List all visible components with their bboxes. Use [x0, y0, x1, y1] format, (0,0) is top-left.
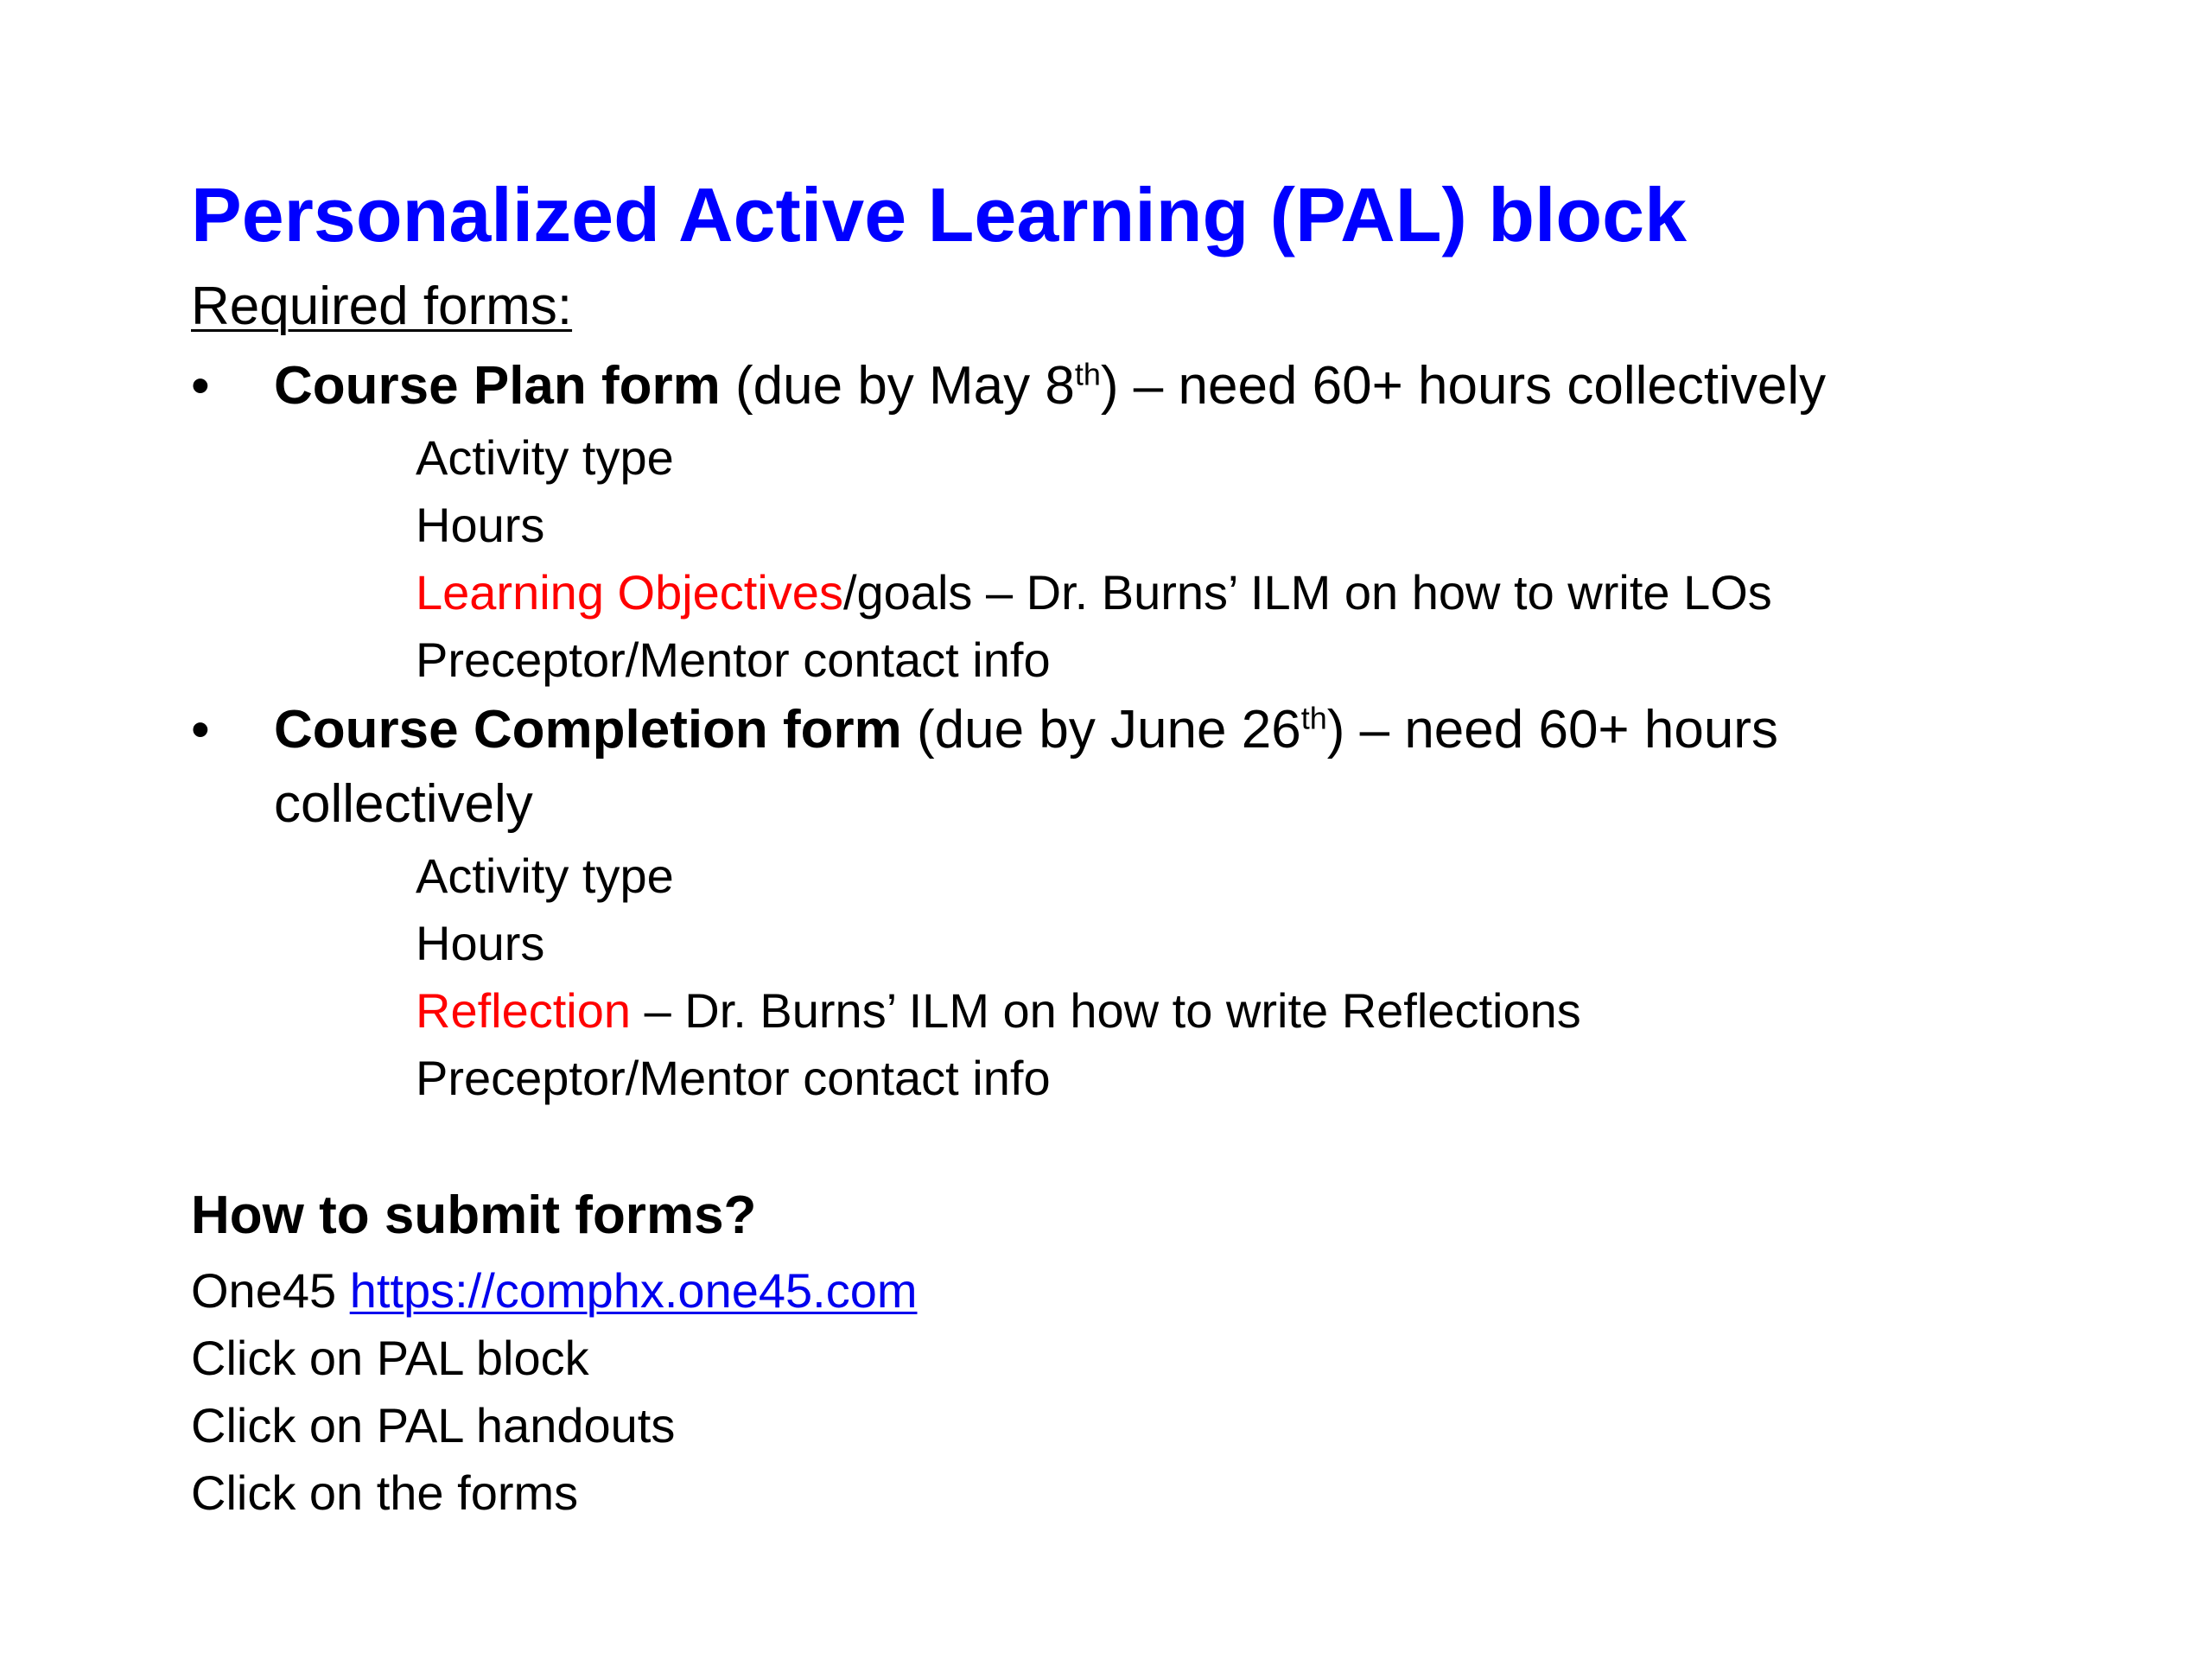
due-suffix: ) – need 60+ hours collectively: [1100, 356, 1827, 416]
bullet-wrap-text: collectively: [274, 774, 533, 834]
bullet-text: [274, 698, 1778, 762]
course-completion-item: Preceptor/Mentor contact info: [416, 1051, 1051, 1105]
form-name: Course Plan form: [274, 356, 721, 416]
due-suffix: ) – need 60+ hours: [1326, 700, 1778, 760]
one45-line: [191, 1262, 918, 1319]
course-plan-item: Preceptor/Mentor contact info: [416, 632, 1051, 687]
course-plan-item: Hours: [416, 498, 545, 552]
item-rest: /goals – Dr. Burns’ ILM on how to write LOs: [842, 565, 1772, 620]
course-completion-item: Activity type: [416, 849, 674, 903]
course-plan-item: [416, 563, 1772, 621]
bullet-text: [274, 354, 1826, 418]
submit-heading: How to submit forms?: [191, 1185, 757, 1245]
item-rest: – Dr. Burns’ ILM on how to write Reflections: [631, 983, 1581, 1038]
form-name: Course Completion form: [274, 700, 902, 760]
one45-label: One45: [191, 1263, 350, 1318]
due-prefix: (due by May 8: [720, 356, 1075, 416]
submit-step: Click on PAL handouts: [191, 1398, 676, 1452]
one45-link[interactable]: https://comphx.one45.com: [349, 1263, 918, 1318]
course-plan-item: Activity type: [416, 430, 674, 485]
bullet-icon: •: [191, 700, 210, 760]
submit-step: Click on the forms: [191, 1465, 579, 1520]
course-completion-item: Hours: [416, 916, 545, 970]
submit-step: Click on PAL block: [191, 1331, 589, 1385]
due-sup: th: [1074, 356, 1101, 392]
required-forms-label: Required forms:: [191, 276, 573, 336]
page-title: Personalized Active Learning (PAL) block: [191, 172, 1688, 257]
bullet-icon: •: [191, 356, 210, 416]
course-completion-item: [416, 982, 1581, 1039]
highlighted-term: Learning Objectives: [416, 565, 843, 620]
highlighted-term: Reflection: [416, 983, 632, 1038]
due-sup: th: [1300, 700, 1327, 736]
due-prefix: (due by June 26: [901, 700, 1301, 760]
